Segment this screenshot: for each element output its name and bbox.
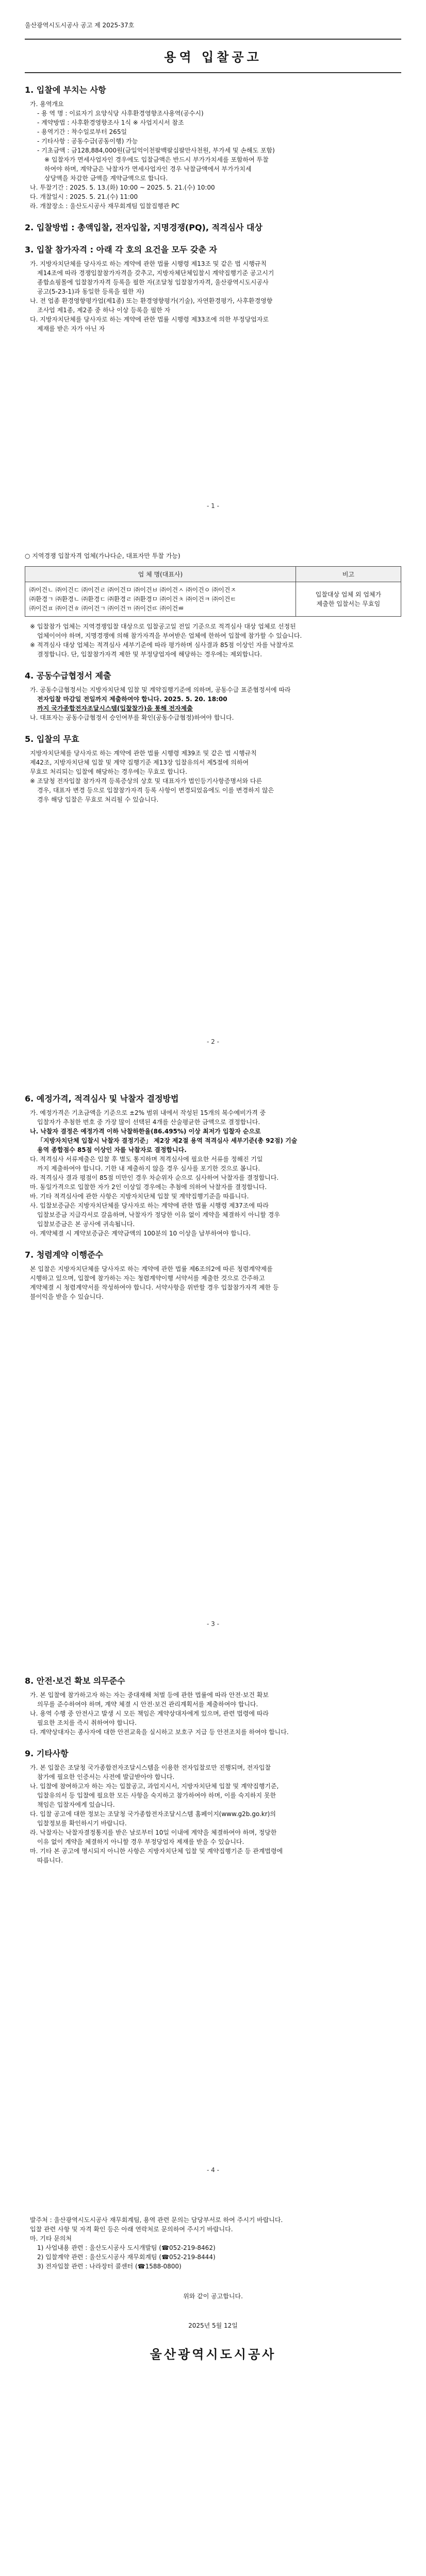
sec1-line: - 기타사항 : 공동수급(공동이행) 가능	[37, 138, 138, 145]
section-4-heading: 4. 공동수급협정서 제출	[25, 671, 111, 681]
sec8-line: 나. 용역 수행 중 안전사고 발생 시 모든 책임은 계약상대자에게 있으며, 관련 법령에 따라	[30, 1710, 269, 1717]
sec1-line: - 기초금액 : 금128,884,000원(금일억이천팔백팔십팔만사천원, 부가세 및 손해도 포함)	[37, 147, 275, 154]
sec6-line: 사. 입찰보증금은 지방자치단체를 당사자로 하는 계약에 관한 법률 시행령 제37조에 따라	[30, 1202, 269, 1209]
sec6-line: 라. 적격심사 결과 평점이 85점 미만인 경우 차순위자 순으로 심사하여 낙찰자를 결정합니다.	[30, 1174, 279, 1181]
sec9-line: 따릅니다.	[37, 1857, 63, 1864]
closing-line: 마. 기타 문의처	[30, 2235, 72, 2242]
qualification-caption: ○ 지역경쟁 입찰자격 업체(가나다순, 대표자만 투찰 가능)	[25, 552, 181, 560]
sec6-line: 입찰보증금 지급각서로 갈음하며, 낙찰자가 정당한 이유 없이 계약을 체결하지 아니할 경우	[37, 1211, 280, 1218]
sec6-line: 용역 종합점수 85점 이상인 자를 낙찰자로 결정합니다.	[37, 1146, 187, 1154]
company-line: ㈜이건ㄴ ㈜이건ㄷ ㈜이건ㄹ ㈜이건ㅁ ㈜이건ㅂ ㈜이건ㅅ ㈜이건ㅇ ㈜이건ㅈ	[29, 586, 236, 594]
document-page-1	[0, 0, 426, 536]
page-number: - 4 -	[207, 2166, 219, 2174]
sec7-line: 시행하고 있으며, 입찰에 참가하는 자는 청렴계약이행 서약서를 제출한 것으로 간주하고	[30, 1275, 265, 1282]
sec6-line: 가. 예정가격은 기초금액을 기준으로 ±2% 범위 내에서 작성된 15개의 복수예비가격 중	[30, 1109, 266, 1116]
title-box	[25, 39, 401, 73]
section-8-heading: 8. 안전·보건 확보 의무준수	[25, 1676, 125, 1686]
sec7-line: 계약체결 시 청렴계약서를 작성하여야 합니다. 서약사항을 위반할 경우 입찰참가자격 제한 등	[30, 1284, 279, 1291]
sec6-line: 입찰자가 추첨한 번호 중 가장 많이 선택된 4개를 산술평균한 금액으로 결정합니다.	[37, 1118, 260, 1126]
sec6-line: 바. 기타 적격심사에 관한 사항은 지방자치단체 입찰 및 계약집행기준을 따릅니다.	[30, 1193, 249, 1200]
sec1-line: ※ 입찰자가 면세사업자인 경우에도 입찰금액은 반드시 부가가치세를 포함하여 투찰	[44, 156, 269, 163]
sec5-line: 지방자치단체를 당사자로 하는 계약에 관한 법률 시행령 제39조 및 같은 법 시행규칙	[30, 750, 257, 757]
closing-line: 발주처 : 울산광역시도시공사 재무회계팀, 용역 관련 문의는 담당부서로 하여 주시기 바랍니다.	[30, 2216, 283, 2224]
sec9-line: 입찰유의서 등 입찰에 필요한 모든 사항을 숙지하고 참가하여야 하며, 이를 숙지하지 못한	[37, 1792, 276, 1799]
sec3-line: 제재를 받은 자가 아닌 자	[37, 325, 105, 332]
sec3-line: 종합쇼핑몰에 입찰참가자격 등록을 필한 자(조달청 입찰참가자격, 울산광역시도시공사	[37, 279, 269, 286]
qual-note-line: ※ 입찰참가 업체는 지역경쟁입찰 대상으로 입찰공고일 전일 기준으로 적격심사 대상 업체로 선정된	[30, 623, 296, 630]
section-6-heading: 6. 예정가격, 적격심사 및 낙찰자 결정방법	[25, 1094, 179, 1104]
section-2-heading: 2. 입찰방법 : 총액입찰, 전자입찰, 지명경쟁(PQ), 적격심사 대상	[25, 223, 263, 232]
sec3-line: 나. 전 업종 환경영향평가업(제1종) 또는 환경영향평가(기술), 자연환경평가, 사후환경영향	[30, 297, 273, 304]
sec9-line: 이유 없이 계약을 체결하지 아니할 경우 부정당업자 제재를 받을 수 있습니다.	[37, 1838, 244, 1845]
page-number: - 1 -	[207, 502, 219, 510]
sec9-line: 라. 낙찰자는 낙찰자결정통지를 받은 날로부터 10일 이내에 계약을 체결하여야 하며, 정당한	[30, 1829, 277, 1836]
table-row	[25, 582, 401, 617]
document-page-5	[0, 2195, 426, 2576]
sec9-line: 마. 기타 본 공고에 명시되지 아니한 사항은 지방자치단체 입찰 및 계약집행기준 등 관계법령에	[30, 1848, 283, 1855]
sec5-line: 제42조, 지방자치단체 입찰 및 계약 집행기준 제13장 입찰유의서 제5절에 의하여	[30, 759, 249, 766]
sec1-line: 가. 용역개요	[30, 100, 64, 108]
sec9-line: 참가에 필요한 인증서는 사전에 발급받아야 합니다.	[37, 1773, 175, 1781]
contact-line: 2) 입찰계약 관련 : 울산도시공사 재무회계팀 (☎052-219-8444)	[37, 2253, 216, 2261]
document-title: 용역 입찰공고	[164, 50, 262, 64]
qualification-table	[25, 566, 401, 617]
announcement-statement: 위와 같이 공고합니다.	[183, 2293, 243, 2300]
sec7-line: 불이익을 받을 수 있습니다.	[30, 1293, 104, 1300]
sec6-line: 다. 적격심사 서류제출은 입찰 후 별도 통지하며 적격심사에 필요한 서류를 정해진 기일	[30, 1156, 263, 1163]
sec1-line: 나. 투찰기간 : 2025. 5. 13.(화) 10:00 ~ 2025. 5. 21.(수) 10:00	[30, 184, 215, 191]
note-cell	[296, 582, 401, 617]
sec8-line: 가. 본 입찰에 참가하고자 하는 자는 중대재해 처벌 등에 관한 법률에 따라 안전·보건 확보	[30, 1691, 269, 1699]
sec1-line: 라. 개찰장소 : 울산도시공사 재무회계팀 입찰집행관 PC	[30, 202, 179, 210]
contact-line: 3) 전자입찰 관련 : 나라장터 콜센터 (☎1588-0800)	[37, 2263, 182, 2270]
note-line: 제출한 입찰서는 무효임	[316, 600, 381, 607]
company-list-cell	[25, 582, 296, 617]
notice-number: 울산광역시도시공사 공고 제 2025-37호	[25, 22, 135, 29]
issuing-agency: 울산광역시도시공사	[150, 2347, 276, 2362]
contact-line: 1) 사업내용 관련 : 울산도시공사 도시개발팀 (☎052-219-8462)	[37, 2244, 216, 2251]
section-7-heading: 7. 청렴계약 이행준수	[25, 1250, 103, 1260]
sec9-line: 나. 입찰에 참여하고자 하는 자는 입찰공고, 과업지시서, 지방자치단체 입찰 및 계약집행기준,	[30, 1783, 279, 1790]
sec8-line: 다. 계약상대자는 종사자에 대한 안전교육을 실시하고 보호구 지급 등 안전조치를 하여야 합니다.	[30, 1728, 289, 1736]
sec8-line: 의무를 준수하여야 하며, 계약 체결 시 안전·보건 관리계획서를 제출하여야 합니다.	[37, 1701, 258, 1708]
sec6-line: 까지 제출하여야 합니다. 기한 내 제출하지 않을 경우 심사를 포기한 것으로 봅니다.	[37, 1165, 260, 1172]
qual-note-line: 업체이어야 하며, 지명경쟁에 의해 참가자격을 부여받은 업체에 한하여 입찰에 참가할 수 있습니다.	[37, 632, 302, 639]
sec1-line: 상당액을 차감한 금액을 계약금액으로 합니다.	[44, 175, 168, 182]
section-9-heading: 9. 기타사항	[25, 1749, 69, 1758]
section-5-heading: 5. 입찰의 무효	[25, 734, 79, 744]
qual-note-line: 결정합니다. 단, 입찰참가자격 제한 및 부정당업자에 해당하는 경우에는 제외합니다.	[37, 651, 263, 658]
sec3-line: 가. 지방자치단체를 당사자로 하는 계약에 관한 법률 시행령 제13조 및 같은 법 시행규칙	[30, 260, 267, 267]
sec9-line: 다. 입찰 공고에 대한 정보는 조달청 국가종합전자조달시스템 홈페이지(www.g2b.go.kr)의	[30, 1810, 276, 1818]
sec7-line: 본 입찰은 지방자치단체를 당사자로 하는 계약에 관한 법률 제6조의2에 따른 청렴계약제를	[30, 1265, 273, 1273]
company-line: ㈜환경ㄱ ㈜환경ㄴ ㈜환경ㄷ ㈜환경ㄹ ㈜환경ㅁ ㈜이건ㅊ ㈜이건ㅋ ㈜이건ㅌ	[29, 596, 236, 603]
sec4-line: 나. 대표자는 공동수급협정서 승인여부를 확인(공동수급협정)하여야 합니다.	[30, 714, 234, 721]
sec6-line: 마. 동일가격으로 입찰한 자가 2인 이상일 경우에는 추첨에 의하여 낙찰자를 결정합니다.	[30, 1183, 267, 1191]
sec9-line: 가. 본 입찰은 조달청 국가종합전자조달시스템을 이용한 전자입찰로만 진행되며, 전자입찰	[30, 1764, 271, 1771]
sec1-line: - 용 역 명 : 이료자기 요양식당 사후환경영향조사용역(공수시)	[37, 110, 204, 117]
company-line: ㈜이건ㅍ ㈜이건ㅎ ㈜이건ㄱ ㈜이건ㄲ ㈜이건ㄸ ㈜이건ㅃ	[29, 605, 184, 612]
sec4-line: 까지 국가종합전자조달시스템(입찰참가)을 통해 전자제출	[37, 705, 193, 712]
sec1-line: 하여야 하며, 계약금은 낙찰자가 면세사업자인 경우 낙찰금액에서 부가가치세	[44, 165, 252, 173]
section-3-heading: 3. 입찰 참가자격 : 아래 각 호의 요건을 모두 갖춘 자	[25, 245, 217, 255]
table-header-row	[25, 567, 401, 582]
sec6-line: 입찰보증금은 본 공사에 귀속됩니다.	[37, 1221, 135, 1228]
sec1-line: - 계약방법 : 사후환경영향조사 1식 ※ 사업지시서 참조	[37, 119, 184, 126]
sec4-line: 가. 공동수급협정서는 지방자치단체 입찰 및 계약집행기준에 의하며, 공동수급 표준협정서에 따라	[30, 686, 291, 693]
sec8-line: 필요한 조치를 즉시 취하여야 합니다.	[37, 1719, 137, 1726]
sec3-line: 조사업 제1종, 제2종 중 하나 이상 등록을 필한 자	[37, 307, 171, 314]
sec5-line: 경우, 대표자 변경 등으로 입찰참가자격 등록 사항이 변경되었음에도 이를 변경하지 않은	[37, 787, 274, 794]
sec5-line: ※ 조달청 전자입찰 참가자격 등록증상의 상호 및 대표자가 법인등기사항증명서와 다른	[30, 777, 263, 785]
document-page-3	[0, 1066, 426, 1649]
sec3-line: 공고(5-23-1)과 동일한 등록을 필한 자)	[37, 288, 144, 295]
sec9-line: 책임은 입찰자에게 있습니다.	[37, 1801, 115, 1808]
sec1-line: - 용역기간 : 착수일로부터 265일	[37, 128, 127, 135]
announcement-date: 2025년 5월 12일	[188, 2322, 238, 2329]
page-number: - 2 -	[207, 1038, 219, 1045]
table-header-note: 비고	[296, 567, 401, 582]
section-1-heading: 1. 입찰에 부치는 사항	[25, 85, 106, 95]
table-header-company: 업 체 명(대표사)	[25, 567, 296, 582]
sec5-line: 무효로 처리되는 입찰에 해당하는 경우에는 무효로 합니다.	[30, 768, 187, 775]
sec6-line: 아. 계약체결 시 계약보증금은 계약금액의 100분의 10 이상을 납부하여야 합니다.	[30, 1230, 251, 1237]
document-page-4	[0, 1649, 426, 2195]
sec6-line: 나. 낙찰자 결정은 예정가격 이하 낙찰하한율(86.495%) 이상 최저가 입찰자 순으로	[30, 1128, 261, 1135]
document-page-2	[0, 536, 426, 1066]
sec9-line: 입찰정보를 확인하시기 바랍니다.	[37, 1820, 127, 1827]
sec3-line: 다. 지방자치단체를 당사자로 하는 계약에 관한 법률 시행령 제33조에 의한 부정당업자로	[30, 316, 269, 323]
sec3-line: 제14조에 따라 경쟁입찰참가자격을 갖추고, 지방자체단체입찰시 계약집행기준 공고시기	[37, 269, 274, 277]
qual-note-line: ※ 적격심사 대상 업체는 적격심사 세부기준에 따라 평가하며 심사결과 85점 이상인 자를 낙찰자로	[30, 641, 294, 649]
sec1-line: 다. 개찰일시 : 2025. 5. 21.(수) 11:00	[30, 193, 138, 200]
sec5-line: 경우 해당 입찰은 무효로 처리될 수 있습니다.	[37, 796, 159, 803]
sec6-line: 「지방자치단체 입찰시 낙찰자 결정기준」 제2장 제2절 용역 적격심사 세부기준(총 92점) 기술	[37, 1137, 298, 1144]
sec4-line: 전자입찰 마감일 전일까지 제출하여야 합니다. 2025. 5. 20. 18:00	[37, 696, 227, 703]
closing-line: 입찰 관련 사항 및 자격 확인 등은 아래 연락처로 문의하여 주시기 바랍니다.	[30, 2226, 233, 2233]
note-line: 입찰대상 업체 외 업체가	[315, 591, 382, 598]
page-number: - 3 -	[207, 1620, 219, 1628]
